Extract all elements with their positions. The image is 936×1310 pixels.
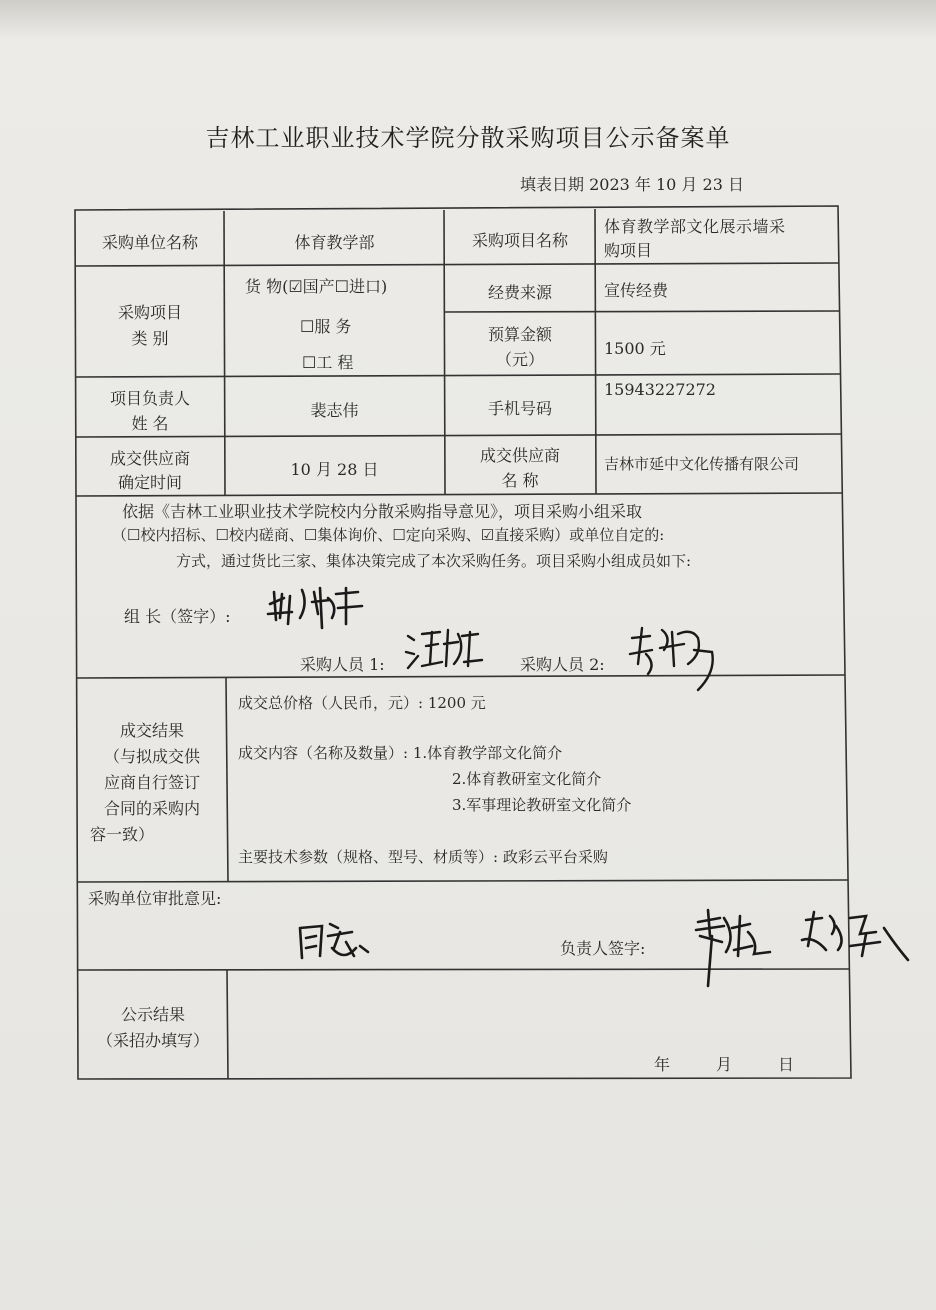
confirm-value: 10 月 28 日 — [290, 460, 379, 479]
supplier-label-line1: 成交供应商 — [479, 446, 560, 465]
result-label-line5: 容一致） — [90, 825, 155, 844]
buyer1-signature — [404, 626, 484, 674]
content-item3: 3.军事理论教研室文化简介 — [452, 796, 632, 814]
category-label-line2: 类 别 — [131, 329, 169, 348]
approval-handwriting — [294, 918, 374, 964]
unit-value: 体育教学部 — [294, 233, 375, 252]
basis-line2: （☐校内招标、☐校内磋商、☐集体询价、☐定向采购、☑直接采购）或单位自定的: — [112, 526, 665, 544]
leader-value: 裴志伟 — [310, 401, 359, 420]
result-label-line1: 成交结果 — [119, 721, 184, 740]
buyer2-signature — [628, 624, 724, 698]
category-service: ☐服 务 — [300, 317, 352, 336]
total-price: 成交总价格（人民币，元）: 1200 元 — [238, 694, 486, 712]
fund-label: 经费来源 — [487, 283, 552, 302]
publicity-year: 年 — [654, 1055, 671, 1074]
unit-label: 采购单位名称 — [101, 233, 198, 252]
phone-value: 15943227272 — [604, 380, 716, 399]
buyer2-label: 采购人员 2: — [520, 655, 605, 674]
buyer1-label: 采购人员 1: — [300, 655, 385, 674]
leader-label-line2: 姓 名 — [131, 414, 169, 433]
project-label: 采购项目名称 — [471, 231, 568, 250]
publicity-label-line1: 公示结果 — [120, 1005, 185, 1024]
category-goods: 货 物(☑国产☐进口) — [245, 277, 388, 296]
basis-line1: 依据《吉林工业职业技术学院校内分散采购指导意见》，项目采购小组采取 — [122, 502, 643, 521]
content-item1: 成交内容（名称及数量）: 1.体育教学部文化简介 — [238, 744, 563, 762]
responsible-signature — [690, 906, 920, 992]
publicity-day: 日 — [778, 1055, 795, 1074]
leader-label-line1: 项目负责人 — [109, 389, 190, 408]
fill-date: 填表日期 2023 年 10 月 23 日 — [520, 175, 744, 194]
project-value-line2: 购项目 — [604, 241, 653, 260]
approval-label: 采购单位审批意见: — [88, 889, 222, 908]
phone-label: 手机号码 — [487, 399, 552, 418]
publicity-label-line2: （采招办填写） — [96, 1031, 209, 1050]
group-leader-label: 组 长（签字）: — [124, 607, 231, 626]
confirm-label-line1: 成交供应商 — [109, 449, 190, 468]
content-item2: 2.体育教研室文化简介 — [452, 770, 602, 788]
budget-label-line1: 预算金额 — [487, 325, 552, 344]
publicity-month: 月 — [716, 1055, 733, 1074]
result-label-line3: 应商自行签订 — [103, 773, 200, 792]
fund-value: 宣传经费 — [604, 281, 669, 300]
supplier-value: 吉林市延中文化传播有限公司 — [604, 455, 800, 473]
category-label-line1: 采购项目 — [117, 303, 182, 322]
budget-value: 1500 元 — [604, 339, 666, 358]
form-title: 吉林工业职业技术学院分散采购项目公示备案单 — [205, 124, 731, 152]
category-engineering: ☐工 程 — [302, 353, 354, 372]
signer-label: 负责人签字: — [560, 939, 646, 958]
supplier-label-line2: 名 称 — [501, 471, 539, 490]
result-label-line2: （与拟成交供 — [103, 747, 200, 766]
confirm-label-line2: 确定时间 — [117, 473, 182, 492]
group-leader-signature — [262, 584, 372, 634]
basis-line3: 方式，通过货比三家、集体决策完成了本次采购任务。项目采购小组成员如下: — [176, 552, 692, 570]
tech-params: 主要技术参数（规格、型号、材质等）: 政彩云平台采购 — [238, 848, 608, 866]
budget-label-line2: （元） — [495, 350, 544, 369]
project-value-line1: 体育教学部文化展示墙采 — [604, 217, 786, 236]
result-label-line4: 合同的采购内 — [103, 799, 200, 818]
